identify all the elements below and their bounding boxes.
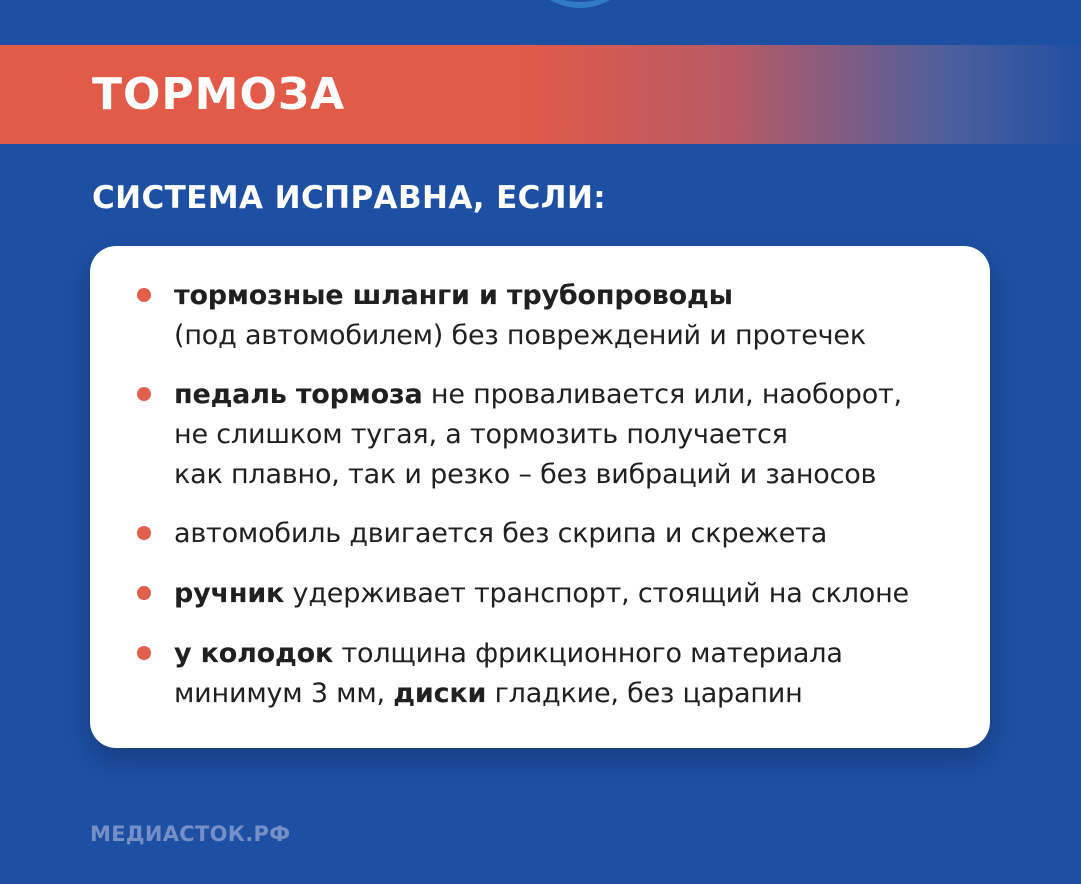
- list-item-bold: ручник: [174, 578, 285, 609]
- list-item-text: толщина фрикционного материала: [333, 638, 843, 669]
- list-item-line: [174, 514, 964, 554]
- list-item-text: не слишком тугая, а тормозить получается: [174, 419, 788, 450]
- page-title: ТОРМОЗА: [92, 69, 346, 120]
- list-item-bold: диски: [393, 678, 487, 709]
- bullet-dot-icon: [137, 288, 151, 302]
- list-item-line: [174, 316, 964, 356]
- list-item: [174, 514, 964, 554]
- list-item-bold: педаль тормоза: [174, 379, 423, 410]
- checklist-card: [90, 246, 990, 748]
- list-item-text: минимум 3 мм,: [174, 678, 394, 709]
- list-item: [174, 574, 964, 614]
- list-item: [174, 276, 964, 356]
- list-item-line: [174, 415, 964, 455]
- top-decor-arc: [520, 0, 640, 8]
- list-item-text: не проваливается или, наоборот,: [422, 379, 902, 410]
- list-item-text: удерживает транспорт, стоящий на склоне: [284, 578, 909, 609]
- list-item-bold: тормозные шланги и трубопроводы: [174, 280, 733, 311]
- section-subtitle: СИСТЕМА ИСПРАВНА, ЕСЛИ:: [92, 180, 607, 216]
- list-item-text: гладкие, без царапин: [486, 678, 803, 709]
- brand-footer: МЕДИАСТОК.РФ: [90, 822, 291, 846]
- bullet-dot-icon: [137, 387, 151, 401]
- list-item-line: [174, 574, 964, 614]
- title-band: [0, 45, 1081, 144]
- list-item: [174, 634, 964, 714]
- list-item-bold: у колодок: [174, 638, 334, 669]
- list-item-line: [174, 634, 964, 674]
- bullet-dot-icon: [137, 646, 151, 660]
- bullet-dot-icon: [137, 586, 151, 600]
- list-item-line: [174, 375, 964, 415]
- list-item-text: как плавно, так и резко – без вибраций и заносов: [174, 459, 877, 490]
- list-item-text: автомобиль двигается без скрипа и скрежета: [174, 518, 828, 549]
- list-item: [174, 375, 964, 495]
- list-item-line: [174, 455, 964, 495]
- bullet-dot-icon: [137, 526, 151, 540]
- list-item-text: (под автомобилем) без повреждений и протечек: [174, 320, 866, 351]
- list-item-line: [174, 276, 964, 316]
- list-item-line: [174, 674, 964, 714]
